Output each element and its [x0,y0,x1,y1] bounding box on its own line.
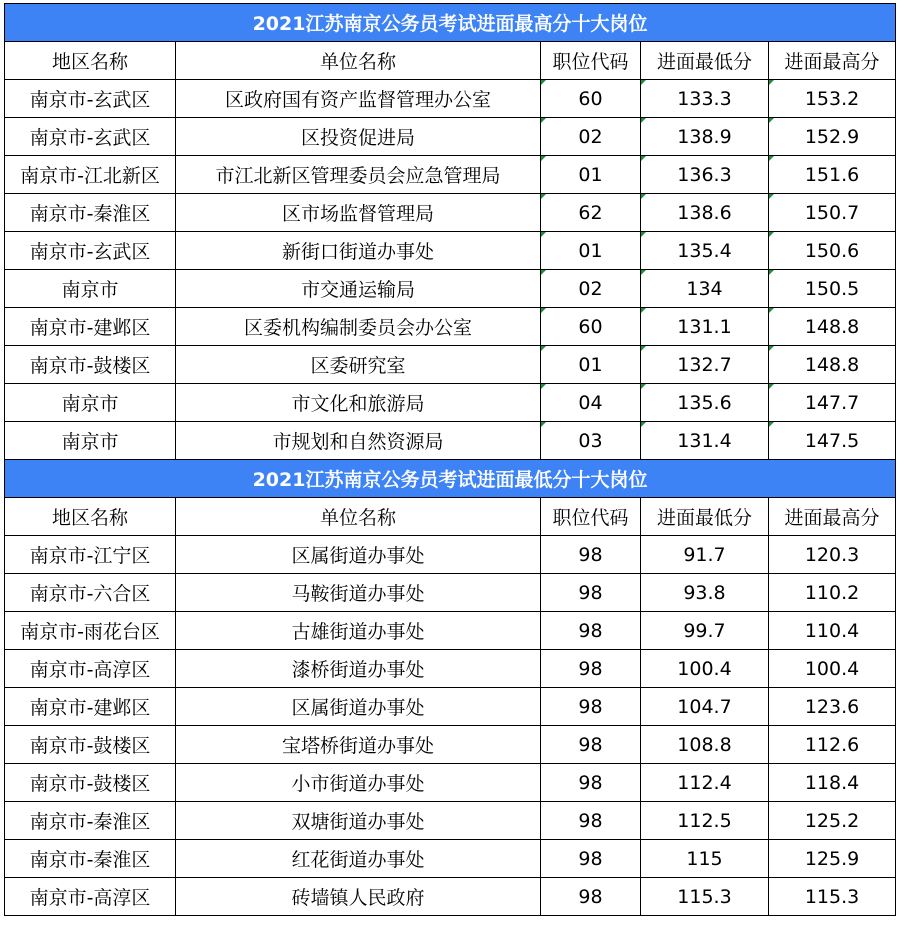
table-title-row [5,4,896,42]
region-header[interactable]: 地区名称 [5,498,176,536]
table-row [5,688,896,726]
table-row [5,726,896,764]
max-score-cell[interactable]: 112.6 [769,726,896,764]
min-score-cell[interactable]: 112.5 [641,802,769,840]
max-score-cell[interactable]: 123.6 [769,688,896,726]
table-row [5,384,896,422]
max-score-header[interactable]: 进面最高分 [769,498,896,536]
table-row [5,308,896,346]
unit-cell[interactable]: 红花街道办事处 [176,840,541,878]
region-cell[interactable]: 南京市-建邺区 [5,688,176,726]
region-cell[interactable]: 南京市-建邺区 [5,308,176,346]
position-code-cell[interactable]: 98 [541,536,641,574]
max-score-cell[interactable]: 152.9 [769,118,896,156]
region-cell[interactable]: 南京市-高淳区 [5,650,176,688]
position-code-cell[interactable]: 01 [541,156,641,194]
table-row [5,118,896,156]
table-row [5,802,896,840]
unit-cell[interactable]: 区属街道办事处 [176,536,541,574]
unit-cell[interactable]: 区属街道办事处 [176,688,541,726]
min-score-cell[interactable]: 100.4 [641,650,769,688]
position-code-cell[interactable]: 01 [541,232,641,270]
header-row [5,498,896,536]
unit-cell[interactable]: 新街口街道办事处 [176,232,541,270]
table-row [5,232,896,270]
min-score-cell[interactable]: 115.3 [641,878,769,916]
unit-cell[interactable]: 市交通运输局 [176,270,541,308]
min-score-cell[interactable]: 108.8 [641,726,769,764]
unit-cell[interactable]: 小市街道办事处 [176,764,541,802]
region-cell[interactable]: 南京市-江北新区 [5,156,176,194]
min-score-cell[interactable]: 138.9 [641,118,769,156]
region-cell[interactable]: 南京市-高淳区 [5,878,176,916]
max-score-cell[interactable]: 147.7 [769,384,896,422]
region-header[interactable]: 地区名称 [5,42,176,80]
max-score-header[interactable]: 进面最高分 [769,42,896,80]
region-cell[interactable]: 南京市 [5,384,176,422]
position-code-header[interactable]: 职位代码 [541,42,641,80]
unit-cell[interactable]: 区市场监督管理局 [176,194,541,232]
unit-cell[interactable]: 宝塔桥街道办事处 [176,726,541,764]
position-code-cell[interactable]: 98 [541,726,641,764]
unit-cell[interactable]: 市文化和旅游局 [176,384,541,422]
min-score-cell[interactable]: 135.4 [641,232,769,270]
min-score-cell[interactable]: 104.7 [641,688,769,726]
position-code-cell[interactable]: 98 [541,650,641,688]
max-score-cell[interactable]: 153.2 [769,80,896,118]
table-title-row [5,460,896,498]
max-score-cell[interactable]: 125.9 [769,840,896,878]
region-cell[interactable]: 南京市-江宁区 [5,536,176,574]
region-cell[interactable]: 南京市-玄武区 [5,118,176,156]
max-score-cell[interactable]: 110.4 [769,612,896,650]
table-row [5,346,896,384]
region-cell[interactable]: 南京市-秦淮区 [5,802,176,840]
position-code-cell[interactable]: 04 [541,384,641,422]
position-code-cell[interactable]: 98 [541,802,641,840]
region-cell[interactable]: 南京市 [5,270,176,308]
min-score-cell[interactable]: 99.7 [641,612,769,650]
unit-cell[interactable]: 区委机构编制委员会办公室 [176,308,541,346]
unit-cell[interactable]: 砖墙镇人民政府 [176,878,541,916]
table-row [5,612,896,650]
position-code-cell[interactable]: 98 [541,878,641,916]
max-score-cell[interactable]: 147.5 [769,422,896,460]
min-score-header[interactable]: 进面最低分 [641,42,769,80]
region-cell[interactable]: 南京市-六合区 [5,574,176,612]
max-score-cell[interactable]: 148.8 [769,346,896,384]
scores-table [4,3,896,916]
table-row [5,878,896,916]
unit-cell[interactable]: 区委研究室 [176,346,541,384]
table-row [5,80,896,118]
min-score-cell[interactable]: 136.3 [641,156,769,194]
unit-header[interactable]: 单位名称 [176,42,541,80]
position-code-cell[interactable]: 01 [541,346,641,384]
table-row [5,650,896,688]
unit-cell[interactable]: 漆桥街道办事处 [176,650,541,688]
position-code-cell[interactable]: 03 [541,422,641,460]
table-row [5,574,896,612]
position-code-cell[interactable]: 98 [541,612,641,650]
unit-cell[interactable]: 区投资促进局 [176,118,541,156]
unit-cell[interactable]: 市规划和自然资源局 [176,422,541,460]
position-code-cell[interactable]: 02 [541,270,641,308]
max-score-cell[interactable]: 148.8 [769,308,896,346]
position-code-cell[interactable]: 02 [541,118,641,156]
min-score-cell[interactable]: 132.7 [641,346,769,384]
min-score-cell[interactable]: 131.4 [641,422,769,460]
header-row [5,42,896,80]
max-score-cell[interactable]: 150.7 [769,194,896,232]
min-score-cell[interactable]: 131.1 [641,308,769,346]
region-cell[interactable]: 南京市-鼓楼区 [5,346,176,384]
table-row [5,156,896,194]
max-score-cell[interactable]: 125.2 [769,802,896,840]
region-cell[interactable]: 南京市 [5,422,176,460]
region-cell[interactable]: 南京市-秦淮区 [5,194,176,232]
table-row [5,194,896,232]
region-cell[interactable]: 南京市-鼓楼区 [5,764,176,802]
max-score-cell[interactable]: 150.5 [769,270,896,308]
unit-cell[interactable]: 双塘街道办事处 [176,802,541,840]
position-code-cell[interactable]: 98 [541,688,641,726]
spreadsheet [4,3,895,916]
region-cell[interactable]: 南京市-雨花台区 [5,612,176,650]
max-score-cell[interactable]: 110.2 [769,574,896,612]
region-cell[interactable]: 南京市-玄武区 [5,232,176,270]
table-title: 2021江苏南京公务员考试进面最低分十大岗位 [5,460,896,498]
unit-cell[interactable]: 古雄街道办事处 [176,612,541,650]
position-code-cell[interactable]: 98 [541,574,641,612]
max-score-cell[interactable]: 115.3 [769,878,896,916]
table-title: 2021江苏南京公务员考试进面最高分十大岗位 [5,4,896,42]
region-cell[interactable]: 南京市-玄武区 [5,80,176,118]
table-row [5,536,896,574]
max-score-cell[interactable]: 151.6 [769,156,896,194]
position-code-cell[interactable]: 98 [541,840,641,878]
min-score-cell[interactable]: 138.6 [641,194,769,232]
min-score-cell[interactable]: 93.8 [641,574,769,612]
max-score-cell[interactable]: 150.6 [769,232,896,270]
max-score-cell[interactable]: 118.4 [769,764,896,802]
table-row [5,422,896,460]
position-code-cell[interactable]: 62 [541,194,641,232]
max-score-cell[interactable]: 120.3 [769,536,896,574]
position-code-header[interactable]: 职位代码 [541,498,641,536]
region-cell[interactable]: 南京市-鼓楼区 [5,726,176,764]
unit-cell[interactable]: 马鞍街道办事处 [176,574,541,612]
max-score-cell[interactable]: 100.4 [769,650,896,688]
min-score-cell[interactable]: 134 [641,270,769,308]
min-score-cell[interactable]: 133.3 [641,80,769,118]
region-cell[interactable]: 南京市-秦淮区 [5,840,176,878]
position-code-cell[interactable]: 98 [541,764,641,802]
position-code-cell[interactable]: 60 [541,80,641,118]
table-row [5,270,896,308]
unit-header[interactable]: 单位名称 [176,498,541,536]
position-code-cell[interactable]: 60 [541,308,641,346]
min-score-cell[interactable]: 135.6 [641,384,769,422]
table-row [5,764,896,802]
min-score-cell[interactable]: 112.4 [641,764,769,802]
min-score-header[interactable]: 进面最低分 [641,498,769,536]
table-row [5,840,896,878]
unit-cell[interactable]: 市江北新区管理委员会应急管理局 [176,156,541,194]
min-score-cell[interactable]: 91.7 [641,536,769,574]
min-score-cell[interactable]: 115 [641,840,769,878]
unit-cell[interactable]: 区政府国有资产监督管理办公室 [176,80,541,118]
